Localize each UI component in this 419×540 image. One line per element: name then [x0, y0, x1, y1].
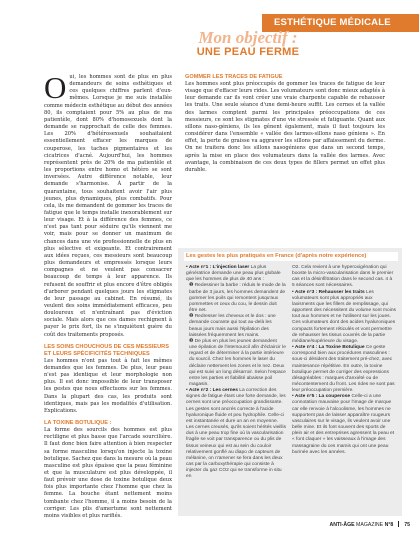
footer-separator — [398, 521, 399, 527]
acte-item — [292, 394, 396, 456]
acte-title: • Acte n°4 : La Toxine Botulique — [292, 345, 365, 351]
intro-paragraph — [44, 70, 172, 339]
acte-body: Ce geste correspond bien aux procédures masculines : sous-ci désident des traitement pré-chez, avec maintenance répétitive. En outre, la toxine botulique permet de corriger des expressions désagréables : marques d'anxiété ou de mécontentement du front. Les rides ne sont pas leur préoccupation première. — [292, 345, 395, 394]
paragraph: La forme des sourcils des hommes est plus rectiligne et plus basse que l'arcade sourcilière. Il faut donc bien faire attention à bien respecter sa forme masculine lorsqu'on injecte la toxine botulique. Sachez que dans la mesure où la peau masculine est plus épaisse que la peau féminine et que la musculature est plus développée, il faut prévoir une dose de toxine botulique deux fois plus importante chez l'homme que chez la femme. La bouche étant nettement moins tombante chez l'homme, il a moins besoin de la corriger. Les plis d'amertume sont nettement moins visibles et plus rarifiés. — [44, 427, 172, 519]
info-box — [178, 248, 402, 516]
paragraph: Les hommes sont plus préoccupés de gommer les traces de fatigue de leur visage que d'effacer leurs rides. Les volumateurs sont donc mieux adaptés à leur demande car ils vont créer une vraie charpente capable de rehausser les traits. Une seule séance d'une demi-heure suffit. Les cernes et la vallée des larmes comptent parmi les principales préoccupations de ces messieurs, ce sont les stigmates d'une vie stressée et fatiguante. Quant aux sillons naso-géniens, ils les gênent également, mais il faut toujours les considérer dans l'ensemble « vallée des larmes-sillons naso géniens ». En effet, la perte de graisse va aggraver les sillons par affaissement du derme. On ne traitera donc les sillons nasogéniens que dans un second temps, après la mise en place des volumateurs dans la vallée des larmes. Avec avantage, la combinaison de ces deux types de fillers permet un effet plus durable. — [185, 81, 385, 173]
section-heading: LA TOXINE BOTULIQUE : — [44, 420, 112, 427]
acte-item — [186, 314, 286, 339]
section-heading: GOMMER LES TRACES DE FATIGUE — [185, 74, 283, 80]
acte-item — [292, 290, 396, 345]
dropcap: O — [44, 70, 67, 105]
acte-title: • Acte n°3 : Rehausser les traits — [292, 289, 365, 295]
title-script: Mon objectif : — [198, 28, 298, 47]
acte-title: • Acte n°1 : L'injection laser — [186, 265, 250, 270]
page-footer — [300, 521, 410, 529]
acte-title: • Acte n°2 : Les cernes — [186, 388, 238, 394]
publication-name: ANTI-ÂGE — [329, 522, 355, 528]
article-title — [178, 30, 318, 58]
issue-number: N°8 — [384, 522, 394, 528]
info-box-title: Les gestes les plus pratiqués en France (d'après notre expérience) — [184, 252, 398, 261]
acte-body: Celle-ci a une connotation mauvaise pour l'image de marque car elle renvoie à l'alcoolisme, les hommes ne supportent pas de laisser apparaître rougeurs vasculaires sur le visage, ils veulent avoir une belle mine. Et ils font souvent des sports de plein air et des entreprises agressent la peau et « font claquer » les vaisseaux à l'image des massagraine du ces mamis qui ont une peau burinée avec les années. — [292, 394, 395, 455]
section-tag: ESTHÉTIQUE MÉDICALE — [262, 14, 419, 32]
acte-body: La correction des signes de fatigue étant une forte demande, les cernes sont une préoccupation grandissante. Les gestes sont ancrés correcte à l'acide hyaluronique fluide et peu hydrophile. Celle-ci est instantanée et dure un an en moyenne. Les cernes creusés, qu'ils soient hérités vieillis dus à une peau trop fine où la vascularisation fragile se voit par transparence ou du plis de tissus veineux qui est au sein du couloir relativement gonflé au diapo de capteurs de mélanine, on n'amener se fera dans les deux cas par la carboxythérapie qui consiste à injecter du gaz CO2 qui se transforme in situ en — [186, 388, 286, 480]
magazine-label: MAGAZINE — [356, 522, 384, 528]
acte-item — [186, 265, 286, 283]
left-column — [44, 70, 172, 520]
acte-body: ❸ De plus en plus les jeunes demandent une épilation de l'intersourcil afin d'éclaircir le regard et de déterminer à la partie intérieure du sourcil. Chez les hommes le laser du déclaire nettement les zones et le nez. Deux qui est suivi un long désarroir. Selon l'espace entre les parties et fiabilité abaisse poil magasin. — [189, 338, 286, 387]
info-box-right-column — [292, 265, 396, 456]
acte-item — [186, 339, 286, 388]
acte-body: ❶ Redessiner la barbe : réduis le mode de la barbe de 3 jours, les hommes demandent de gommer les poils qui remontent jusqu'aux pommettes et ceux du cou, le dessin doit être net. — [189, 283, 286, 314]
title-main: UNE PEAU FERME — [196, 46, 300, 58]
acte-body: Les volumateurs sont plus appropriés aux laxisments que les fillers de remplissage, qui apportent des nécessitent du volume sont moins tout aux hommes et ne l'utilisent sur les joues. Ces volumateurs dont des acides hyaluroniques compacts fortement réticulés et vont permettre de rehausser les tissus couvrés de la partie médiane/supérieure du visage. — [292, 289, 396, 344]
acte-item — [292, 265, 396, 290]
page-number: 75 — [404, 522, 410, 528]
acte-item — [186, 283, 286, 314]
acte-body: La plus génératrice demande une peau plus globale que les hommes de plus de 40 ans : — [186, 265, 281, 283]
section-heading: LES SOINS CHOUCHOUS DE CES MESSIEURS ET LEURS SPÉCIFICITÉS TECHNIQUES — [44, 343, 169, 357]
right-column — [185, 74, 385, 174]
intro-text: ui, les hommes sont de plus en plus demandeurs de soins esthétiques et ces quelques chiffres parlent d'eux-mêmes. Lorsque je me suis installée comme médecin esthétique au début des années 80, ils comptaient pour 5% au plus de ma patientèle, dont 80% d'homosexuels dont la demande se rapprochait de celle des femmes. Les 20% d'hétérosexuels souhaitaient essentiellement effacer les marques de couperose, les taches pigmentaires et les cicatrices d'acné. Aujourd'hui, les hommes représentent près de 20% de ma patientèle et les proportions entre homo et hétéro se sont inversées. Autre différence notable, leur demande s'harmonise. À partir de la quarantaine, tous souhaitent avoir l'air plus jeunes, plus dynamiques, plus combatifs. Pour cela, ils me demandent de gommer les traces de fatigue que le temps installe inexorablement sur leur visage. Et à la différence des femmes, ce n'est pas tant pour séduire qu'ils viennent me voir, mais pour se donner un maximum de chances dans une vie professionnelle de plus en plus sélective et exigeante. Et contrairement aux idées reçues, ces messieurs sont beaucoup plus demandeurs et empressés lorsque leurs compagnes et ne veulent pas consacrer beaucoup de temps à leur apparence. Ils refusent de souffrir et plus encore d'être obligés d'arborer pendant quelques jours les stigmates de leur passage au cabinet. En résumé, ils veulent des soins immédiatement efficaces, peu douloureux et n'entraînant pas d'éviction sociale. Mais alors que ces dames rechignent à payer le prix fort, ils ne s'inquiètent guère du coût des traitements proposés. — [44, 74, 172, 338]
acte-title: • Acte n°5 : La couperose — [292, 394, 351, 400]
info-box-left-column — [186, 265, 286, 480]
acte-body: O2. Cela revient à une hyperoxigénation qui booste la micro-vascularisation dans le premier cas et la désinfiltration dans le second cas. 4 à 5 séances sont nécessaires. — [292, 265, 394, 289]
acte-item — [186, 388, 286, 480]
acte-body: ❷ Redresser les cheveux et le dos : une demande courante qui tout au-delà les beaux jours mais aussi l'épilation des laissées fréquemment les mains. — [189, 314, 276, 338]
acte-item — [292, 345, 396, 394]
paragraph: Les hommes n'ont pas tout à fait les mêmes demandes que les femmes. De plus, leur peau n'est pas identique et leur morphologie non plus. Il est donc impossible de leur transposer les gestes que nous effectuons sur les femmes. Dans la plupart des cas, les produits sont identiques, mais pas les modalités d'utilisation. Explications. — [44, 357, 172, 414]
